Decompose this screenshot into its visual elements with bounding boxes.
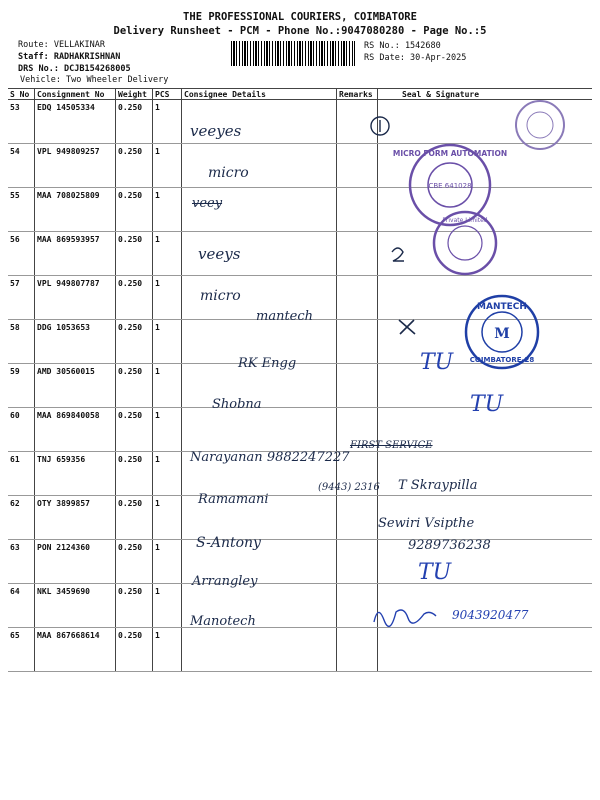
row-weight: 0.250 [116,496,153,540]
private-limited-stamp [430,208,500,278]
row-pcs: 1 [153,540,182,584]
runsheet-subtitle: Delivery Runsheet - PCM - Phone No.:9047080280 - Page No.:5 [113,25,487,37]
row-pcs: 1 [153,496,182,540]
row-sno: 60 [8,408,35,452]
row-sno: 55 [8,188,35,232]
row-sno: 63 [8,540,35,584]
row-consignment: PON 2124360 [35,540,116,584]
stamp-text: MANTECH [477,302,527,312]
row-sno: 54 [8,144,35,188]
row-consignment: VPL 949809257 [35,144,116,188]
col-pcs: PCS [153,89,182,100]
table-row [8,188,592,232]
row-pcs: 1 [153,188,182,232]
mantech-stamp [462,292,542,372]
handwriting-consignee: RK Engg [238,356,297,371]
handwriting-remark: FIRST SERVICE [350,440,433,451]
row-sno: 57 [8,276,35,320]
barcode [231,41,355,66]
handwriting-consignee: S-Antony [196,535,261,551]
row-pcs: 1 [153,320,182,364]
row-consignment: TNJ 659356 [35,452,116,496]
stamp-text: MICRO FORM AUTOMATION [392,149,508,158]
row-weight: 0.250 [116,540,153,584]
private-limited-stamp [513,98,568,153]
handwriting-initials: TU [418,560,452,585]
row-consignment: NKL 3459690 [35,584,116,628]
handwriting-phone: (9443) 2316 [318,482,380,493]
route-label: Route: VELLAKINAR [18,40,105,50]
row-weight: 0.250 [116,144,153,188]
row-pcs: 1 [153,452,182,496]
row-consignment: DDG 1053653 [35,320,116,364]
handwriting-consignee: micro [208,165,249,181]
col-consignee: Consignee Details [182,89,337,100]
row-pcs: 1 [153,628,182,672]
drs-label: DRS No.: DCJB154268005 [18,64,131,74]
row-consignment: EDQ 14505334 [35,100,116,144]
remark-mark [396,316,418,338]
handwriting-consignee: Arrangley [192,574,258,589]
stamp-text: Private Limited [442,217,488,224]
table-row [8,496,592,540]
handwriting-signature: Sewiri Vsipthe [378,516,475,531]
col-weight: Weight [116,89,153,100]
handwriting-consignee: mantech [256,309,314,324]
table-row [8,100,592,144]
row-seal [378,628,593,672]
row-pcs: 1 [153,364,182,408]
row-remarks [337,188,378,232]
row-sno: 62 [8,496,35,540]
row-consignment: MAA 867668614 [35,628,116,672]
handwriting-initials: TU [420,350,454,375]
row-weight: 0.250 [116,232,153,276]
row-weight: 0.250 [116,408,153,452]
stamp-text: CBE 641028 [428,182,472,190]
rs-number: RS No.: 1542680 [364,41,441,51]
table-header-row [8,89,592,100]
row-sno: 59 [8,364,35,408]
row-remarks [337,364,378,408]
row-consignee [182,628,337,672]
row-sno: 56 [8,232,35,276]
row-consignment: AMD 30560015 [35,364,116,408]
row-pcs: 1 [153,144,182,188]
col-consignment: Consignment No [35,89,116,100]
row-weight: 0.250 [116,364,153,408]
remark-mark [388,244,408,264]
row-remarks [337,496,378,540]
table-row [8,628,592,672]
row-pcs: 1 [153,276,182,320]
row-sno: 53 [8,100,35,144]
remark-mark [368,114,392,138]
row-weight: 0.250 [116,320,153,364]
runsheet-table [8,88,592,672]
stamp-text: COIMBATORE-28 [469,356,535,364]
row-consignment: OTY 3899857 [35,496,116,540]
handwriting-signature: T Skraypilla [398,478,478,493]
handwriting-consignee: veeyes [190,122,242,140]
row-pcs: 1 [153,232,182,276]
row-pcs: 1 [153,584,182,628]
row-consignment: MAA 708025809 [35,188,116,232]
handwriting-consignee: Shobna [212,397,262,412]
row-sno: 64 [8,584,35,628]
table-row [8,540,592,584]
handwriting-phone: 9289736238 [408,538,491,553]
row-consignment: VPL 949807787 [35,276,116,320]
col-seal: Seal & Signature [378,89,593,100]
stamp-text: M [494,326,510,342]
row-weight: 0.250 [116,100,153,144]
staff-label: Staff: RADHAKRISHNAN [18,52,121,62]
company-title: THE PROFESSIONAL COURIERS, COIMBATORE [183,11,417,23]
row-consignee [182,408,337,452]
table-row [8,232,592,276]
col-remarks: Remarks [337,89,378,100]
row-remarks [337,144,378,188]
handwriting-initials: TU [470,392,504,417]
row-weight: 0.250 [116,188,153,232]
row-sno: 65 [8,628,35,672]
handwriting-consignee: micro [200,288,241,304]
row-sno: 61 [8,452,35,496]
handwriting-consignee: Ramamani [198,492,269,507]
row-consignee [182,144,337,188]
row-remarks [337,232,378,276]
row-remarks [337,320,378,364]
row-remarks [337,276,378,320]
table-row [8,408,592,452]
row-pcs: 1 [153,100,182,144]
handwriting-consignee: Narayanan 9882247227 [190,450,350,465]
row-weight: 0.250 [116,452,153,496]
row-weight: 0.250 [116,628,153,672]
col-sno: S No [8,89,35,100]
row-remarks [337,628,378,672]
row-pcs: 1 [153,408,182,452]
row-sno: 58 [8,320,35,364]
handwriting-phone: 9043920477 [452,608,529,622]
row-remarks [337,540,378,584]
row-consignment: MAA 869840058 [35,408,116,452]
rs-date: RS Date: 30-Apr-2025 [364,53,467,63]
handwriting-consignee: veey [192,196,223,211]
handwriting-consignee: veeys [198,245,241,263]
signature-scribble [370,602,440,628]
handwriting-consignee: Manotech [190,614,256,629]
row-weight: 0.250 [116,584,153,628]
row-weight: 0.250 [116,276,153,320]
row-consignment: MAA 869593957 [35,232,116,276]
vehicle-label: Vehicle: Two Wheeler Delivery [20,75,169,85]
